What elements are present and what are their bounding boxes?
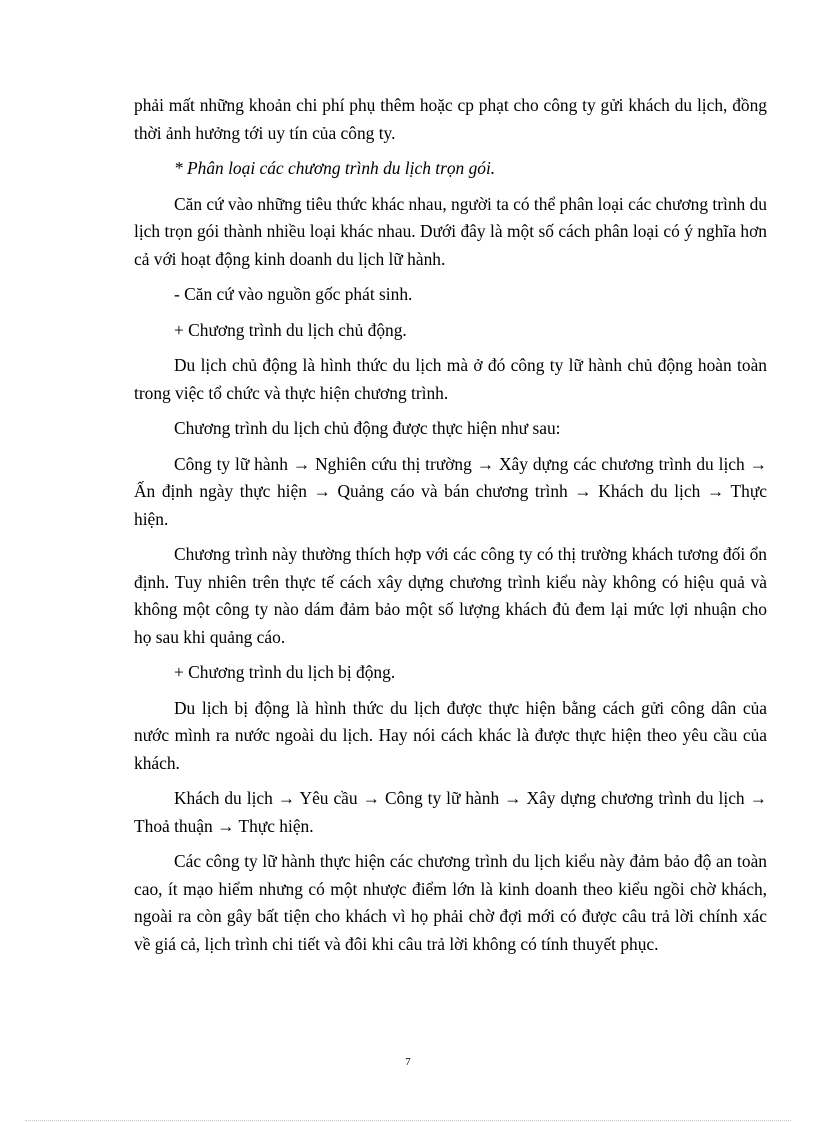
paragraph-classification-intro: Căn cứ vào những tiêu thức khác nhau, người ta có thể phân loại các chương trình du lịch trọn gói thành nhiều loại khác nhau. Dưới đây là một số cách phân loại có ý nghĩa hơn cả với hoạt động kinh doanh du lịch lữ hành. <box>134 193 767 269</box>
list-item-active-program: + Chương trình du lịch chủ động. <box>174 319 407 340</box>
page-bottom-divider <box>25 1120 791 1121</box>
list-item-origin-criterion: - Căn cứ vào nguồn gốc phát sinh. <box>174 284 413 304</box>
page-number: 7 <box>405 1056 411 1068</box>
paragraph-active-definition: Du lịch chủ động là hình thức du lịch mà ở đó công ty lữ hành chủ động hoàn toàn trong việc tổ chức và thực hiện chương trình. <box>134 355 767 403</box>
paragraph-passive-definition: Du lịch bị động là hình thức du lịch được thực hiện bằng cách gửi công dân của nước mình ra nước ngoài du lịch. Hay nói cách khác là được thực hiện theo yêu cầu của khách. <box>134 697 767 773</box>
paragraph-passive-evaluation: Các công ty lữ hành thực hiện các chương trình du lịch kiểu này đảm bảo độ an toàn cao, ít mạo hiểm nhưng có một nhược điểm lớn là kinh doanh theo kiểu ngồi chờ khách, ngoài ra còn gây bất tiện cho khách vì họ phải chờ đợi mới có được câu trả lời chính xác về giá cả, lịch trình chi tiết và đôi khi câu trả lời không có tính thuyết phục. <box>134 851 767 954</box>
process-flow-active: Công ty lữ hành → Nghiên cứu thị trường → Xây dựng các chương trình du lịch → Ấn định ngày thực hiện → Quảng cáo và bán chương trình → Khách du lịch → Thực hiện. <box>134 453 767 529</box>
paragraph-active-evaluation: Chương trình này thường thích hợp với các công ty có thị trường khách tương đối ổn định. Tuy nhiên trên thực tế cách xây dựng chương trình kiểu này không có hiệu quả và không một công ty nào dám đảm bảo một số lượng khách đủ đem lại mức lợi nhuận cho họ sau khi quảng cáo. <box>134 544 767 647</box>
body-text <box>134 92 767 966</box>
process-flow-passive: Khách du lịch → Yêu cầu → Công ty lữ hành → Xây dựng chương trình du lịch → Thoả thuận → Thực hiện. <box>134 788 767 836</box>
paragraph-active-process-intro: Chương trình du lịch chủ động được thực hiện như sau: <box>174 418 561 438</box>
section-heading-classification: * Phân loại các chương trình du lịch trọn gói. <box>174 158 496 178</box>
list-item-passive-program: + Chương trình du lịch bị động. <box>174 662 396 682</box>
paragraph-continuation: phải mất những khoản chi phí phụ thêm hoặc cp phạt cho công ty gửi khách du lịch, đồng thời ảnh hưởng tới uy tín của công ty. <box>134 95 767 143</box>
